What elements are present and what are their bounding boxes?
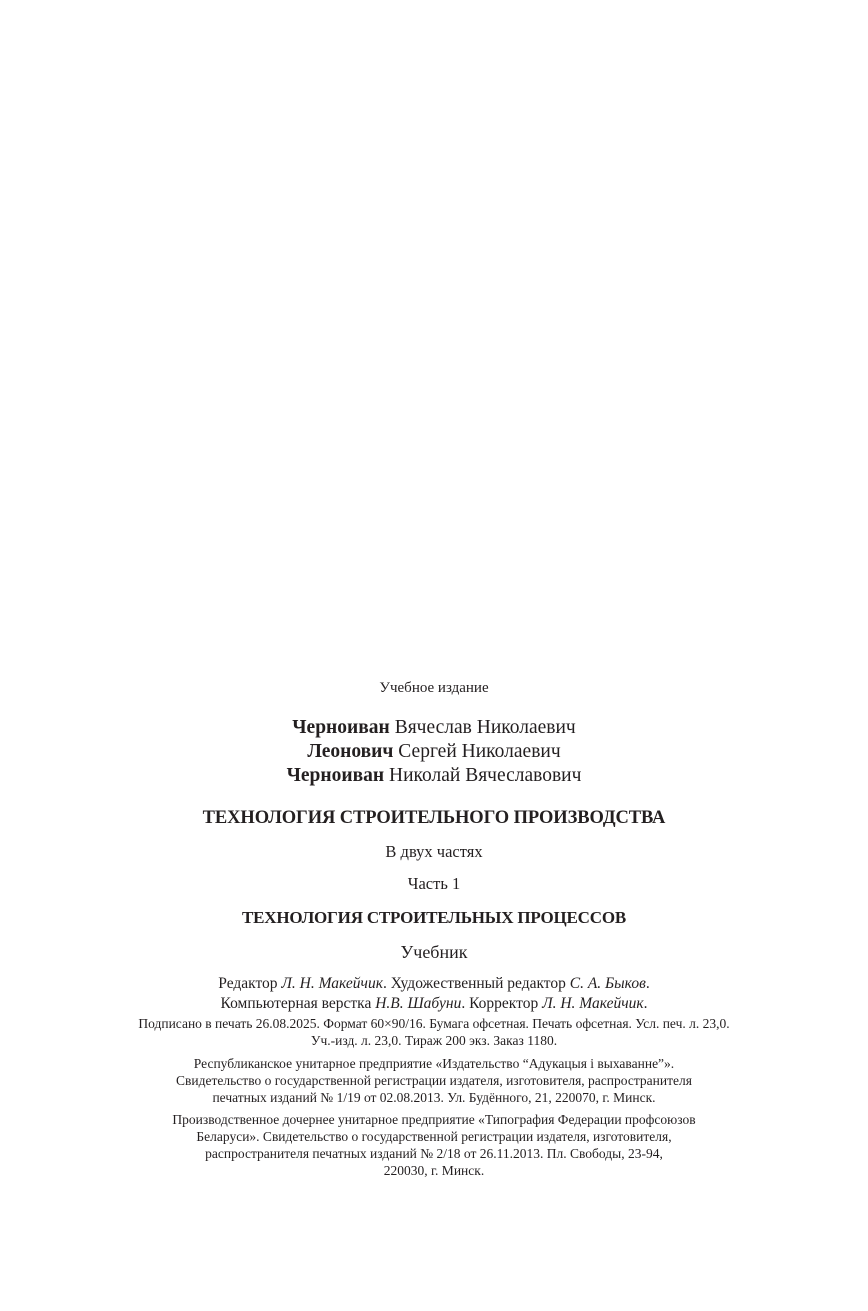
proofreader-name: Л. Н. Макейчик xyxy=(542,995,644,1012)
author-surname: Леонович xyxy=(307,741,394,762)
book-title: ТЕХНОЛОГИЯ СТРОИТЕЛЬНОГО ПРОИЗВОДСТВА xyxy=(202,808,666,828)
author-3 xyxy=(0,764,868,788)
author-2 xyxy=(0,740,868,764)
layout-label: Компьютерная верстка xyxy=(220,995,372,1012)
author-surname: Черноиван xyxy=(292,717,390,738)
part-number: Часть 1 xyxy=(407,874,461,893)
proofreader-label: Корректор xyxy=(469,995,539,1012)
book-type: Учебник xyxy=(400,942,468,962)
editors-line-1: Редактор Л. Н. Макейчик. Художественный редактор С. А. Быков. xyxy=(218,975,650,992)
printer-line: Производственное дочернее унитарное предприятие «Типография Федерации профсоюзов xyxy=(172,1112,696,1127)
print-info-line: Уч.-изд. л. 23,0. Тираж 200 экз. Заказ 1180. xyxy=(310,1032,558,1048)
publisher-line: Свидетельство о государственной регистрации издателя, изготовителя, распространителя xyxy=(176,1073,692,1088)
publisher-line: печатных изданий № 1/19 от 02.08.2013. Ул. Будённого, 21, 220070, г. Минск. xyxy=(212,1090,656,1105)
author-1 xyxy=(0,716,868,740)
printer-info xyxy=(0,1111,868,1179)
printer-line: 220030, г. Минск. xyxy=(383,1163,485,1178)
art-editor-label: Художественный редактор xyxy=(390,975,566,992)
author-surname: Черноиван xyxy=(286,765,385,786)
editorial-credits xyxy=(0,974,868,1014)
authors-list xyxy=(0,716,868,788)
editor-name: Л. Н. Макейчик xyxy=(281,975,383,992)
editor-label: Редактор xyxy=(218,975,278,992)
edition-type: Учебное издание xyxy=(379,680,489,696)
author-given-names: Сергей Николаевич xyxy=(398,741,561,762)
author-given-names: Вячеслав Николаевич xyxy=(394,717,576,738)
editors-line-2: Компьютерная верстка Н.В. Шабуни. Корректор Л. Н. Макейчик. xyxy=(220,995,648,1012)
part-title: ТЕХНОЛОГИЯ СТРОИТЕЛЬНЫХ ПРОЦЕССОВ xyxy=(242,908,626,927)
author-given-names: Николай Вячеславович xyxy=(389,765,582,786)
publisher-line: Республиканское унитарное предприятие «Издательство “Адукацыя і выхаванне”». xyxy=(193,1056,675,1071)
printer-line: распространителя печатных изданий № 2/18 от 26.11.2013. Пл. Свободы, 23-94, xyxy=(205,1146,663,1161)
print-info xyxy=(0,1016,868,1049)
art-editor-name: С. А. Быков xyxy=(569,975,646,992)
publisher-info xyxy=(0,1055,868,1106)
printer-line: Беларуси». Свидетельство о государственной регистрации издателя, изготовителя, xyxy=(196,1129,672,1144)
print-info-line: Подписано в печать 26.08.2025. Формат 60×90/16. Бумага офсетная. Печать офсетная. Усл. печ. л. 23,0. xyxy=(138,1016,730,1031)
layout-name: Н.В. Шабуни xyxy=(375,995,462,1012)
parts-note: В двух частях xyxy=(385,842,483,861)
